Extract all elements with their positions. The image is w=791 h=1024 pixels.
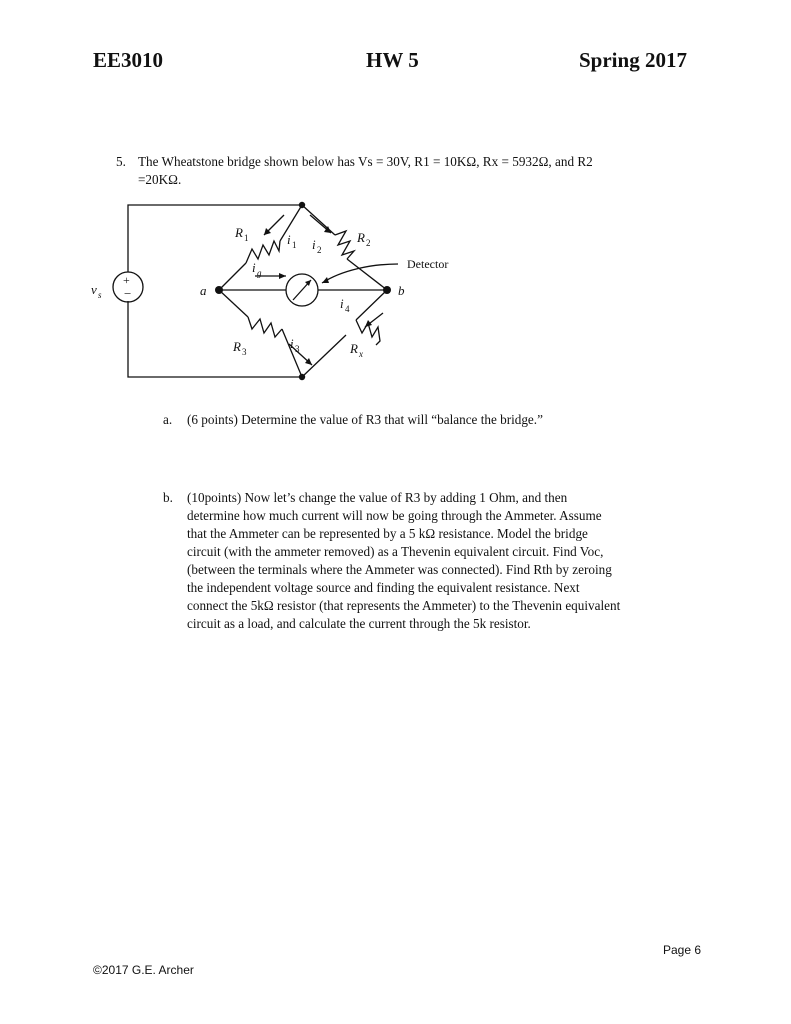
r3-label-sub: 3 bbox=[242, 347, 247, 357]
part-b-line: determine how much current will now be going through the Ammeter. Assume bbox=[187, 508, 602, 523]
course-code: EE3010 bbox=[93, 48, 164, 72]
node-top bbox=[299, 202, 305, 208]
i3-label: i bbox=[290, 336, 294, 351]
resistor-r3 bbox=[248, 317, 282, 337]
r1-label-sub: 1 bbox=[244, 233, 249, 243]
part-b-line: the independent voltage source and finding the equivalent resistance. Next bbox=[187, 580, 580, 595]
part-b-text bbox=[187, 489, 620, 633]
i2-label: i bbox=[312, 237, 316, 252]
resistor-r2 bbox=[335, 231, 354, 259]
node-bottom bbox=[299, 374, 305, 380]
part-b-line: connect the 5kΩ resistor (that represents the Ammeter) to the Thevenin equivalent bbox=[187, 598, 621, 613]
part-a-line: (6 points) Determine the value of R3 that will “balance the bridge.” bbox=[187, 412, 543, 427]
part-b-letter: b. bbox=[163, 490, 173, 505]
i1-label-sub: 1 bbox=[292, 240, 297, 250]
wheatstone-bridge-diagram bbox=[80, 195, 480, 400]
ig-label-sub: g bbox=[257, 268, 262, 278]
part-a-text bbox=[187, 411, 543, 429]
term-label: Spring 2017 bbox=[579, 48, 687, 72]
i1-label: i bbox=[287, 232, 291, 247]
problem-number: 5. bbox=[116, 154, 126, 169]
ig-label: i bbox=[252, 260, 256, 275]
part-b-line: (between the terminals where the Ammeter was connected). Find Rth by zeroing bbox=[187, 562, 612, 577]
i4-label-sub: 4 bbox=[345, 304, 350, 314]
minus-sign: − bbox=[124, 286, 132, 301]
wire-top bbox=[128, 205, 302, 272]
plus-sign: + bbox=[123, 273, 130, 287]
source-label: v bbox=[91, 282, 97, 297]
i4-label: i bbox=[340, 296, 344, 311]
r1-label: R bbox=[235, 225, 243, 240]
page-number: Page 6 bbox=[663, 943, 702, 957]
source-label-sub: s bbox=[98, 290, 102, 300]
assignment-title: HW 5 bbox=[366, 48, 419, 72]
r3-label: R bbox=[233, 339, 241, 354]
intro-line: The Wheatstone bridge shown below has Vs = 30V, R1 = 10KΩ, Rx = 5932Ω, and R2 bbox=[138, 154, 593, 169]
rx-label-sub: x bbox=[359, 349, 363, 359]
part-b-line: (10points) Now let’s change the value of R3 by adding 1 Ohm, and then bbox=[187, 490, 568, 505]
node-b bbox=[383, 286, 391, 294]
intro-line: =20KΩ. bbox=[138, 172, 182, 187]
copyright-notice: ©2017 G.E. Archer bbox=[93, 963, 194, 977]
r2-label-sub: 2 bbox=[366, 238, 371, 248]
problem-intro bbox=[138, 153, 593, 189]
detector-callout bbox=[322, 264, 398, 283]
part-b-line: circuit (with the ammeter removed) as a Thevenin equivalent circuit. Find Voc, bbox=[187, 544, 604, 559]
i3-label-sub: 3 bbox=[295, 344, 300, 354]
r2-label: R bbox=[357, 230, 365, 245]
part-b-line: circuit as a load, and calculate the current through the 5k resistor. bbox=[187, 616, 531, 631]
rx-label: R bbox=[350, 341, 358, 356]
detector-label: Detector bbox=[407, 257, 449, 271]
node-a-label: a bbox=[200, 283, 207, 298]
part-b-line: that the Ammeter can be represented by a 5 kΩ resistance. Model the bridge bbox=[187, 526, 588, 541]
part-a-letter: a. bbox=[163, 412, 173, 427]
wire-bottom bbox=[128, 301, 302, 377]
node-b-label: b bbox=[398, 283, 405, 298]
i2-label-sub: 2 bbox=[317, 245, 322, 255]
node-a bbox=[215, 286, 223, 294]
